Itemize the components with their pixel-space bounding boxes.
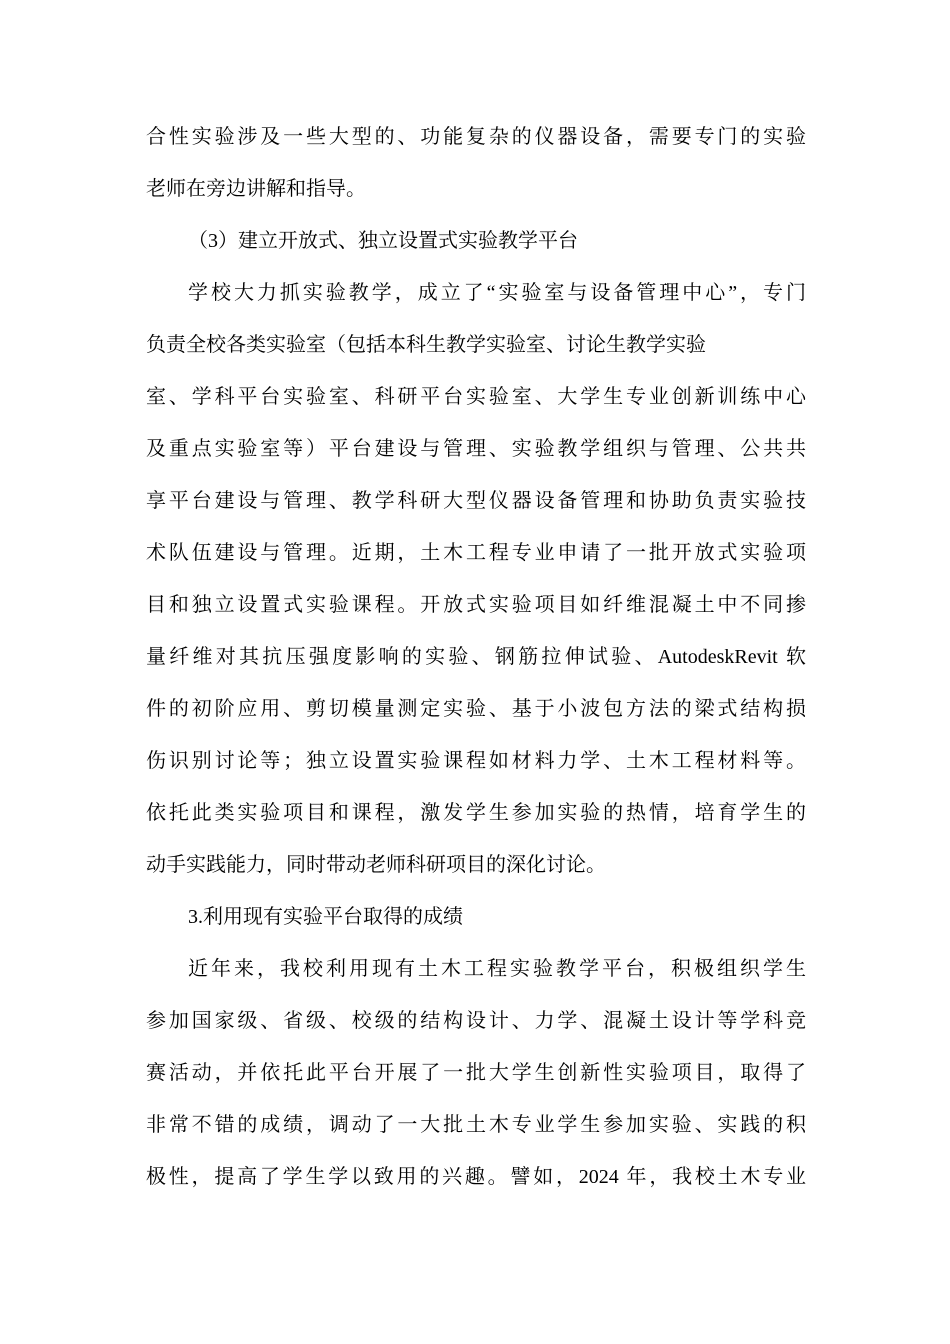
section-heading: 3.利用现有实验平台取得的成绩 bbox=[188, 906, 463, 928]
text-line: 及重点实验室等）平台建设与管理、实验教学组织与管理、公共共 bbox=[146, 438, 806, 460]
text-line: 室、学科平台实验室、科研平台实验室、大学生专业创新训练中心 bbox=[146, 386, 806, 408]
text-line: 伤识别讨论等；独立设置实验课程如材料力学、土木工程材料等。 bbox=[146, 750, 806, 772]
text-line: 依托此类实验项目和课程，激发学生参加实验的热情，培育学生的 bbox=[146, 802, 806, 824]
text-line: 术队伍建设与管理。近期，土木工程专业申请了一批开放式实验项 bbox=[146, 542, 806, 564]
text-line: 负责全校各类实验室（包括本科生教学实验室、讨论生教学实验 bbox=[146, 334, 706, 356]
text-line: 享平台建设与管理、教学科研大型仪器设备管理和协助负责实验技 bbox=[146, 490, 806, 512]
text-line: 件的初阶应用、剪切模量测定实验、基于小波包方法的梁式结构损 bbox=[146, 698, 806, 720]
text-line: 参加国家级、省级、校级的结构设计、力学、混凝土设计等学科竞 bbox=[146, 1010, 806, 1032]
text-line: 老师在旁边讲解和指导。 bbox=[146, 178, 366, 200]
text-line: 近年来，我校利用现有土木工程实验教学平台，积极组织学生 bbox=[188, 958, 806, 980]
text-line: 非常不错的成绩，调动了一大批土木专业学生参加实验、实践的积 bbox=[146, 1114, 806, 1136]
text-line: 目和独立设置式实验课程。开放式实验项目如纤维混凝土中不同掺 bbox=[146, 594, 806, 616]
text-line: 合性实验涉及一些大型的、功能复杂的仪器设备，需要专门的实验 bbox=[146, 126, 806, 148]
text-line: 动手实践能力，同时带动老师科研项目的深化讨论。 bbox=[146, 854, 606, 876]
text-line: 学校大力抓实验教学，成立了“实验室与设备管理中心”，专门 bbox=[188, 282, 806, 304]
text-line: 赛活动，并依托此平台开展了一批大学生创新性实验项目，取得了 bbox=[146, 1062, 806, 1084]
text-line: 极性，提高了学生学以致用的兴趣。譬如，2024 年，我校土木专业 bbox=[146, 1166, 806, 1188]
text-line: 量纤维对其抗压强度影响的实验、钢筋拉伸试验、AutodeskRevit 软 bbox=[146, 646, 806, 668]
section-heading: （3）建立开放式、独立设置式实验教学平台 bbox=[188, 230, 578, 252]
